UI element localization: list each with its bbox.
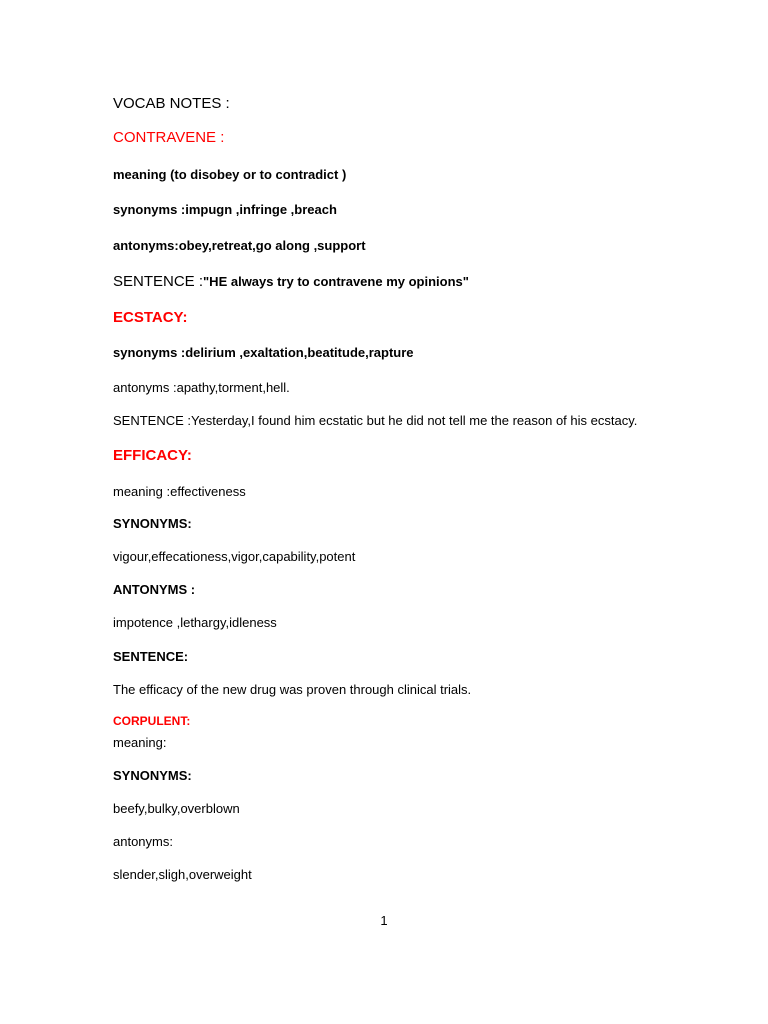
efficacy-meaning: meaning :effectiveness: [113, 484, 246, 499]
corpulent-meaning: meaning:: [113, 735, 167, 750]
corpulent-antonyms: slender,sligh,overweight: [113, 867, 252, 882]
ecstacy-antonyms: antonyms :apathy,torment,hell.: [113, 380, 290, 395]
entry-title-ecstacy: ECSTACY:: [113, 309, 188, 326]
contravene-antonyms: antonyms:obey,retreat,go along ,support: [113, 238, 366, 253]
efficacy-sentence: The efficacy of the new drug was proven through clinical trials.: [113, 682, 472, 697]
efficacy-antonyms-heading: ANTONYMS :: [113, 582, 196, 597]
entry-title-efficacy: EFFICACY:: [113, 447, 192, 464]
entry-title-corpulent: CORPULENT:: [113, 714, 191, 728]
contravene-sentence-text: "HE always try to contravene my opinions": [203, 274, 469, 289]
entry-title-contravene: CONTRAVENE :: [113, 129, 225, 146]
contravene-synonyms: synonyms :impugn ,infringe ,breach: [113, 202, 337, 217]
efficacy-synonyms: vigour,effecationess,vigor,capability,potent: [113, 549, 356, 564]
corpulent-antonyms-heading: antonyms:: [113, 834, 173, 849]
page-number: 1: [380, 913, 388, 928]
corpulent-synonyms: beefy,bulky,overblown: [113, 801, 240, 816]
contravene-sentence-lead: SENTENCE :: [113, 273, 204, 290]
document-heading: VOCAB NOTES :: [113, 95, 230, 112]
efficacy-sentence-heading: SENTENCE:: [113, 649, 189, 664]
corpulent-synonyms-heading: SYNONYMS:: [113, 768, 192, 783]
contravene-sentence: [113, 274, 469, 289]
ecstacy-synonyms: synonyms :delirium ,exaltation,beatitude,rapture: [113, 345, 414, 360]
efficacy-synonyms-heading: SYNONYMS:: [113, 516, 192, 531]
contravene-meaning: meaning (to disobey or to contradict ): [113, 167, 347, 182]
efficacy-antonyms: impotence ,lethargy,idleness: [113, 615, 277, 630]
ecstacy-sentence: SENTENCE :Yesterday,I found him ecstatic but he did not tell me the reason of his ecstacy.: [113, 413, 638, 428]
